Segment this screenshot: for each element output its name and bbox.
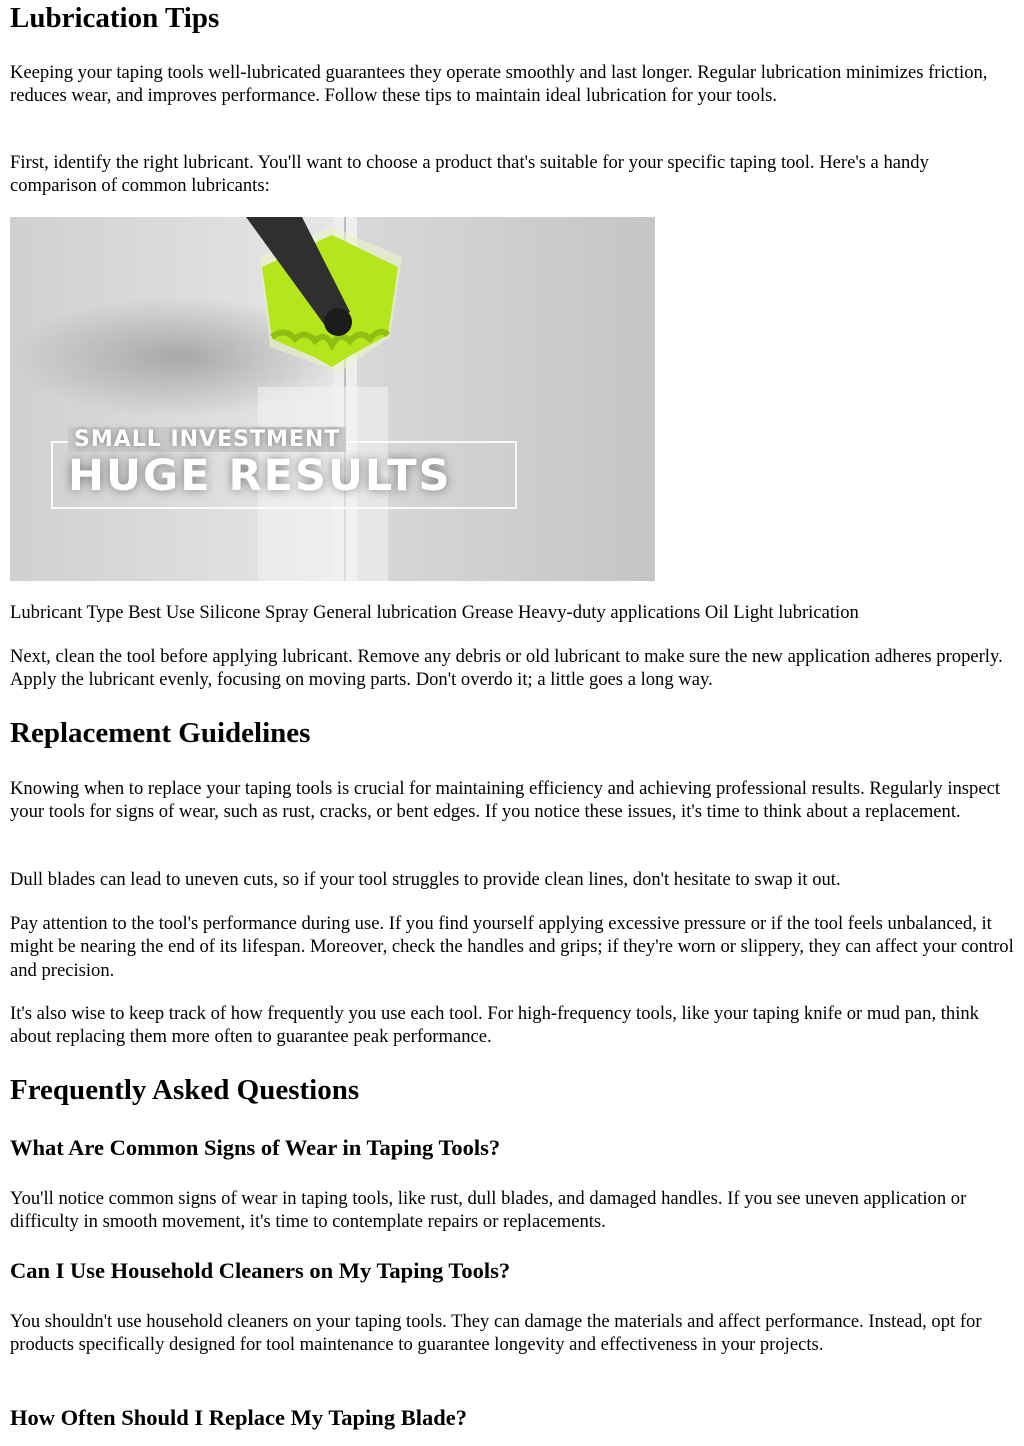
corner-tool-photo	[10, 217, 655, 581]
faq-answer: You'll notice common signs of wear in taping tools, like rust, dull blades, and damaged handles. If you see uneven application or difficulty in smooth movement, it's time to contemplate repairs or replacements.	[10, 1188, 967, 1233]
hero-caption-line1: SMALL INVESTMENT	[68, 427, 346, 452]
paragraph-dull-blades: Dull blades can lead to uneven cuts, so if your tool struggles to provide clean lines, don't hesitate to swap it out.	[10, 869, 841, 890]
lubricant-comparison-table: Lubricant Type Best Use Silicone Spray General lubrication Grease Heavy-duty applications Oil Light lubrication	[10, 602, 859, 623]
section-heading-replacement-guidelines: Replacement Guidelines	[10, 717, 311, 749]
paragraph-clean-tool: Next, clean the tool before applying lubricant. Remove any debris or old lubricant to make sure the new application adheres properly. Apply the lubricant evenly, focusing on moving parts. Don't overdo it; a little goes a long way.	[10, 646, 1003, 691]
paragraph-replacement-intro: Knowing when to replace your taping tools is crucial for maintaining efficiency and achieving professional results. Regularly inspect your tools for signs of wear, such as rust, cracks, or bent edges. If you notice these issues, it's time to think about a replacement.	[10, 778, 1001, 823]
faq-question: Can I Use Household Cleaners on My Taping Tools?	[10, 1258, 511, 1283]
faq-answer: You shouldn't use household cleaners on your taping tools. They can damage the materials and affect performance. Instead, opt for products specifically designed for tool maintenance to guarantee longevity and effectiveness in your projects.	[10, 1311, 982, 1356]
paragraph-tool-performance: Pay attention to the tool's performance during use. If you find yourself applying excessive pressure or if the tool feels unbalanced, it might be nearing the end of its lifespan. Moreover, check the handles and grips; if they're worn or slippery, they can affect your control and precision.	[10, 913, 1014, 981]
paragraph-identify-lubricant: First, identify the right lubricant. You'll want to choose a product that's suitable for your specific taping tool. Here's a handy comparison of common lubricants:	[10, 152, 929, 197]
faq-question: How Often Should I Replace My Taping Blade?	[10, 1405, 467, 1430]
hero-image	[10, 217, 655, 581]
section-heading-lubrication-tips: Lubrication Tips	[10, 2, 220, 34]
paragraph-lubrication-intro: Keeping your taping tools well-lubricated guarantees they operate smoothly and last longer. Regular lubrication minimizes friction, reduces wear, and improves performance. Follow these tips to maintain ideal lubrication for your tools.	[10, 62, 988, 107]
hero-caption-line2: HUGE RESULTS	[68, 451, 452, 501]
section-heading-faq: Frequently Asked Questions	[10, 1074, 360, 1106]
faq-question: What Are Common Signs of Wear in Taping Tools?	[10, 1135, 501, 1160]
paragraph-usage-frequency: It's also wise to keep track of how frequently you use each tool. For high-frequency tools, like your taping knife or mud pan, think about replacing them more often to guarantee peak performance.	[10, 1003, 979, 1048]
